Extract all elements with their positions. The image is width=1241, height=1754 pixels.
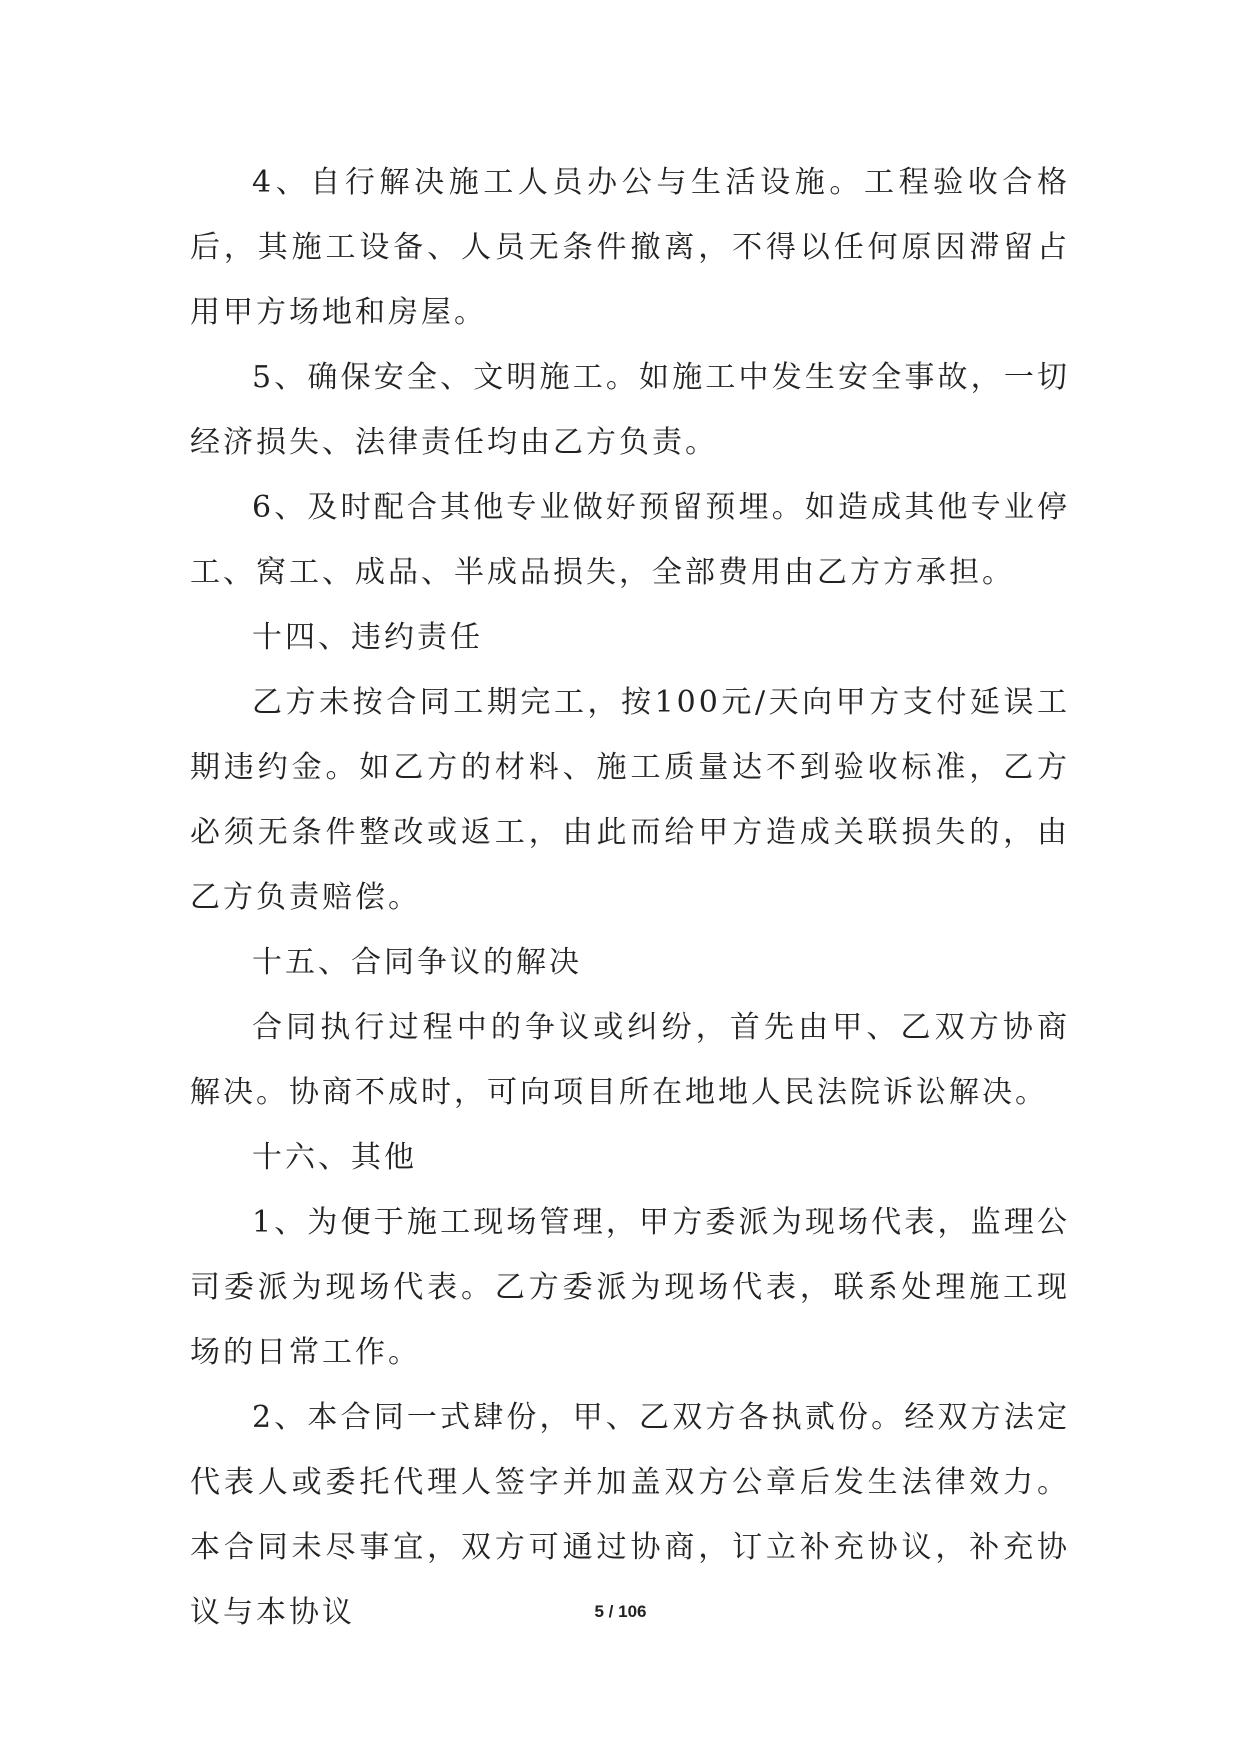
paragraph-item-5: 5、确保安全、文明施工。如施工中发生安全事故，一切经济损失、法律责任均由乙方负责。	[190, 360, 1070, 460]
section-heading-15: 十五、合同争议的解决	[252, 945, 582, 980]
paragraph-item-4: 4、自行解决施工人员办公与生活设施。工程验收合格后，其施工设备、人员无条件撤离，不得以任何原因滞留占用甲方场地和房屋。	[190, 165, 1070, 330]
section-heading-14: 十四、违约责任	[252, 620, 483, 655]
document-body	[190, 150, 1070, 1645]
paragraph-breach-liability: 乙方未按合同工期完工，按100元/天向甲方支付延误工期违约金。如乙方的材料、施工质量达不到验收标准，乙方必须无条件整改或返工，由此而给甲方造成关联损失的，由乙方负责赔偿。	[190, 685, 1070, 915]
paragraph-other-2: 2、本合同一式肆份，甲、乙双方各执贰份。经双方法定代表人或委托代理人签字并加盖双方公章后发生法律效力。本合同未尽事宜，双方可通过协商，订立补充协议，补充协议与本协议	[190, 1400, 1070, 1630]
section-heading-16: 十六、其他	[252, 1140, 417, 1175]
paragraph-dispute-resolution: 合同执行过程中的争议或纠纷，首先由甲、乙双方协商解决。协商不成时，可向项目所在地地人民法院诉讼解决。	[190, 1010, 1070, 1110]
paragraph-other-1: 1、为便于施工现场管理，甲方委派为现场代表，监理公司委派为现场代表。乙方委派为现场代表，联系处理施工现场的日常工作。	[190, 1205, 1070, 1370]
page-number: 5 / 106	[594, 1602, 647, 1621]
paragraph-item-6: 6、及时配合其他专业做好预留预埋。如造成其他专业停工、窝工、成品、半成品损失，全部费用由乙方方承担。	[190, 490, 1070, 590]
